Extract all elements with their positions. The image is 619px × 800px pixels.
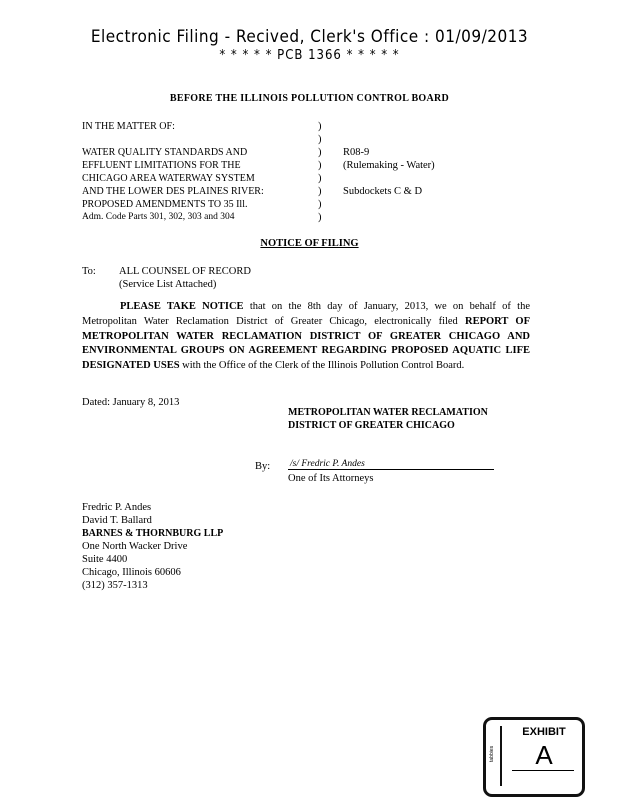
caption-paren: ) [318, 134, 322, 145]
dated-line: Dated: January 8, 2013 [82, 397, 180, 408]
docket-number: R08-9 [343, 147, 370, 158]
address-line: One North Wacker Drive [82, 541, 188, 552]
board-title: BEFORE THE ILLINOIS POLLUTION CONTROL BOARD [169, 93, 450, 104]
signatory-role: One of Its Attorneys [288, 473, 374, 484]
caption-line: CHICAGO AREA WATERWAY SYSTEM [82, 173, 255, 184]
notice-text-1: that on the 8th day of January, 2013, we on behalf of the Metropolitan Water Reclamation District of Greater Chicago, electronically filed [82, 301, 530, 327]
notice-lead: PLEASE TAKE NOTICE [120, 301, 244, 312]
caption-paren: ) [318, 147, 322, 158]
recipient-note: (Service List Attached) [119, 279, 217, 290]
exhibit-label: EXHIBIT [522, 726, 566, 738]
caption-paren: ) [318, 160, 322, 171]
docket-type: (Rulemaking - Water) [343, 160, 435, 171]
caption-paren: ) [318, 212, 322, 223]
address-line: (312) 357-1313 [82, 580, 148, 591]
caption-paren: ) [318, 121, 322, 132]
signature: /s/ Fredric P. Andes [290, 459, 365, 469]
caption-line: Adm. Code Parts 301, 302, 303 and 304 [82, 212, 235, 222]
signature-line [288, 469, 494, 470]
in-the-matter-label: IN THE MATTER OF: [82, 121, 175, 132]
address-line: Chicago, Illinois 60606 [82, 567, 181, 578]
caption-line: EFFLUENT LIMITATIONS FOR THE [82, 160, 241, 171]
recipient: ALL COUNSEL OF RECORD [119, 266, 251, 277]
law-firm: BARNES & THORNBURG LLP [82, 528, 224, 539]
to-label: To: [82, 266, 96, 277]
filing-stamp-line2: * * * * * PCB 1366 * * * * * [219, 48, 400, 63]
signatory-org-2: DISTRICT OF GREATER CHICAGO [288, 420, 455, 431]
exhibit-sticker-bar [500, 726, 502, 786]
notice-text-2: with the Office of the Clerk of the Illinois Pollution Control Board. [179, 360, 465, 372]
report-title: REPORT OF METROPOLITAN WATER RECLAMATION DISTRICT OF GREATER CHICAGO AND ENVIRONMENTAL GROUPS ON AGREEMENT REGARDING PROPOSED AQUATIC LIFE DESIGNATED USES [82, 315, 530, 372]
caption-line: PROPOSED AMENDMENTS TO 35 Ill. [82, 199, 248, 210]
caption-line: AND THE LOWER DES PLAINES RIVER: [82, 186, 264, 197]
caption-paren: ) [318, 199, 322, 210]
exhibit-sticker [483, 717, 585, 797]
filing-stamp-line1: Electronic Filing - Recived, Clerk's Office : 01/09/2013 [90, 27, 529, 47]
attorney-name: David T. Ballard [82, 515, 152, 526]
caption-paren: ) [318, 173, 322, 184]
address-line: Suite 4400 [82, 554, 128, 565]
notice-body [82, 300, 530, 374]
signatory-org-1: METROPOLITAN WATER RECLAMATION [288, 407, 488, 418]
by-label: By: [255, 461, 271, 472]
exhibit-side-text: tabbies [489, 745, 495, 762]
attorney-name: Fredric P. Andes [82, 502, 152, 513]
notice-title: NOTICE OF FILING [260, 238, 359, 249]
subdockets: Subdockets C & D [343, 186, 423, 197]
caption-paren: ) [318, 186, 322, 197]
caption-line: WATER QUALITY STANDARDS AND [82, 147, 248, 158]
exhibit-letter: A [535, 740, 553, 770]
exhibit-underline [512, 770, 574, 771]
